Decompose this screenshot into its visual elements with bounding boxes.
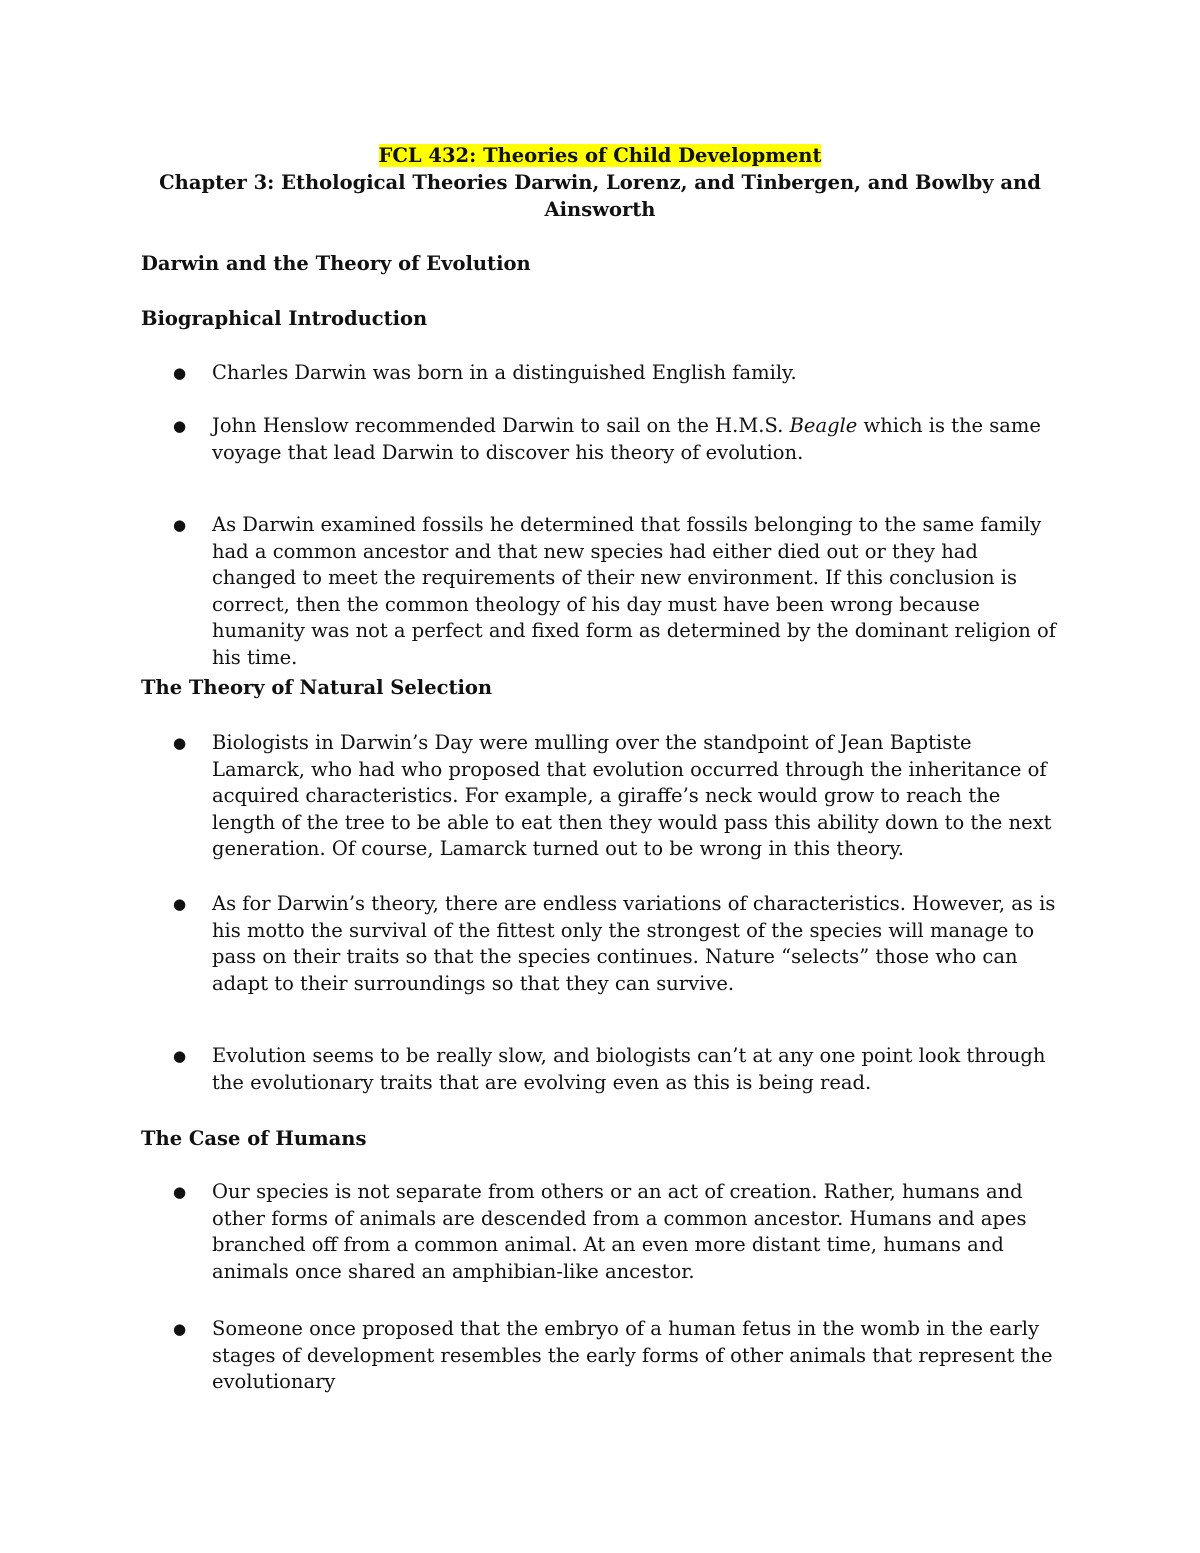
list-item	[173, 413, 1063, 466]
list-item-text: Biologists in Darwin’s Day were mulling over the standpoint of Jean Baptiste Lamarck, who had who proposed that evolution occurred through the inheritance of acquired characteristics. For example, a giraffe’s neck would grow to reach the length of the tree to be able to eat then they would pass this ability down to the next generation. Of course, Lamarck turned out to be wrong in this theory.	[212, 731, 1052, 861]
heading-case-of-humans: The Case of Humans	[141, 1127, 367, 1150]
list-item-text: As Darwin examined fossils he determined that fossils belonging to the same family had a common ancestor and that new species had either died out or they had changed to meet the requirements of their new environment. If this conclusion is correct, then the common theology of his day must have been wrong because humanity was not a perfect and fixed form as determined by the dominant religion of his time.	[212, 513, 1057, 669]
course-title-text: FCL 432: Theories of Child Development	[378, 144, 822, 167]
course-title	[140, 142, 1060, 169]
bullet-icon: ●	[173, 516, 187, 534]
list-item	[173, 1179, 1063, 1285]
list-item-text: Evolution seems to be really slow, and biologists can’t at any one point look through the evolutionary traits that are evolving even as this is being read.	[212, 1044, 1046, 1094]
list-item	[173, 360, 1063, 387]
list-item	[173, 1316, 1063, 1396]
bullet-icon: ●	[173, 417, 187, 435]
heading-natural-selection: The Theory of Natural Selection	[141, 676, 493, 699]
list-item-text: As for Darwin’s theory, there are endless variations of characteristics. However, as is his motto the survival of the fittest only the strongest of the species will manage to pass on their traits so that the species continues. Nature “selects” those who can adapt to their surroundings so that they can survive.	[212, 892, 1056, 995]
bullet-icon: ●	[173, 1320, 187, 1338]
heading-darwin-evolution: Darwin and the Theory of Evolution	[141, 252, 531, 275]
list-item-text: Someone once proposed that the embryo of a human fetus in the womb in the early stages of development resembles the early forms of other animals that represent the evolutionary	[212, 1317, 1053, 1394]
list-item-text: Our species is not separate from others or an act of creation. Rather, humans and other forms of animals are descended from a common ancestor. Humans and apes branched off from a common animal. At an even more distant time, humans and animals once shared an amphibian-like ancestor.	[212, 1180, 1027, 1283]
list-item-text-part: John Henslow recommended Darwin to sail on the H.M.S.	[212, 414, 790, 437]
list-item-text: Charles Darwin was born in a distinguished English family.	[212, 361, 797, 384]
bullet-icon: ●	[173, 895, 187, 913]
bullet-icon: ●	[173, 734, 187, 752]
bullet-icon: ●	[173, 1047, 187, 1065]
ship-name-italic: Beagle	[789, 414, 858, 437]
bullet-icon: ●	[173, 364, 187, 382]
list-item	[173, 512, 1063, 672]
chapter-title: Chapter 3: Ethological Theories Darwin, Lorenz, and Tinbergen, and Bowlby and Ainsworth	[159, 171, 1041, 221]
list-item	[173, 730, 1063, 863]
list-item	[173, 891, 1063, 997]
list-item-text-part: which is the same voyage that lead Darwin to discover his theory of evolution.	[212, 414, 1041, 464]
title-block	[140, 142, 1060, 223]
list-item-text	[212, 413, 1063, 466]
heading-biographical-intro: Biographical Introduction	[141, 307, 428, 330]
list-item	[173, 1043, 1063, 1096]
bullet-icon: ●	[173, 1183, 187, 1201]
